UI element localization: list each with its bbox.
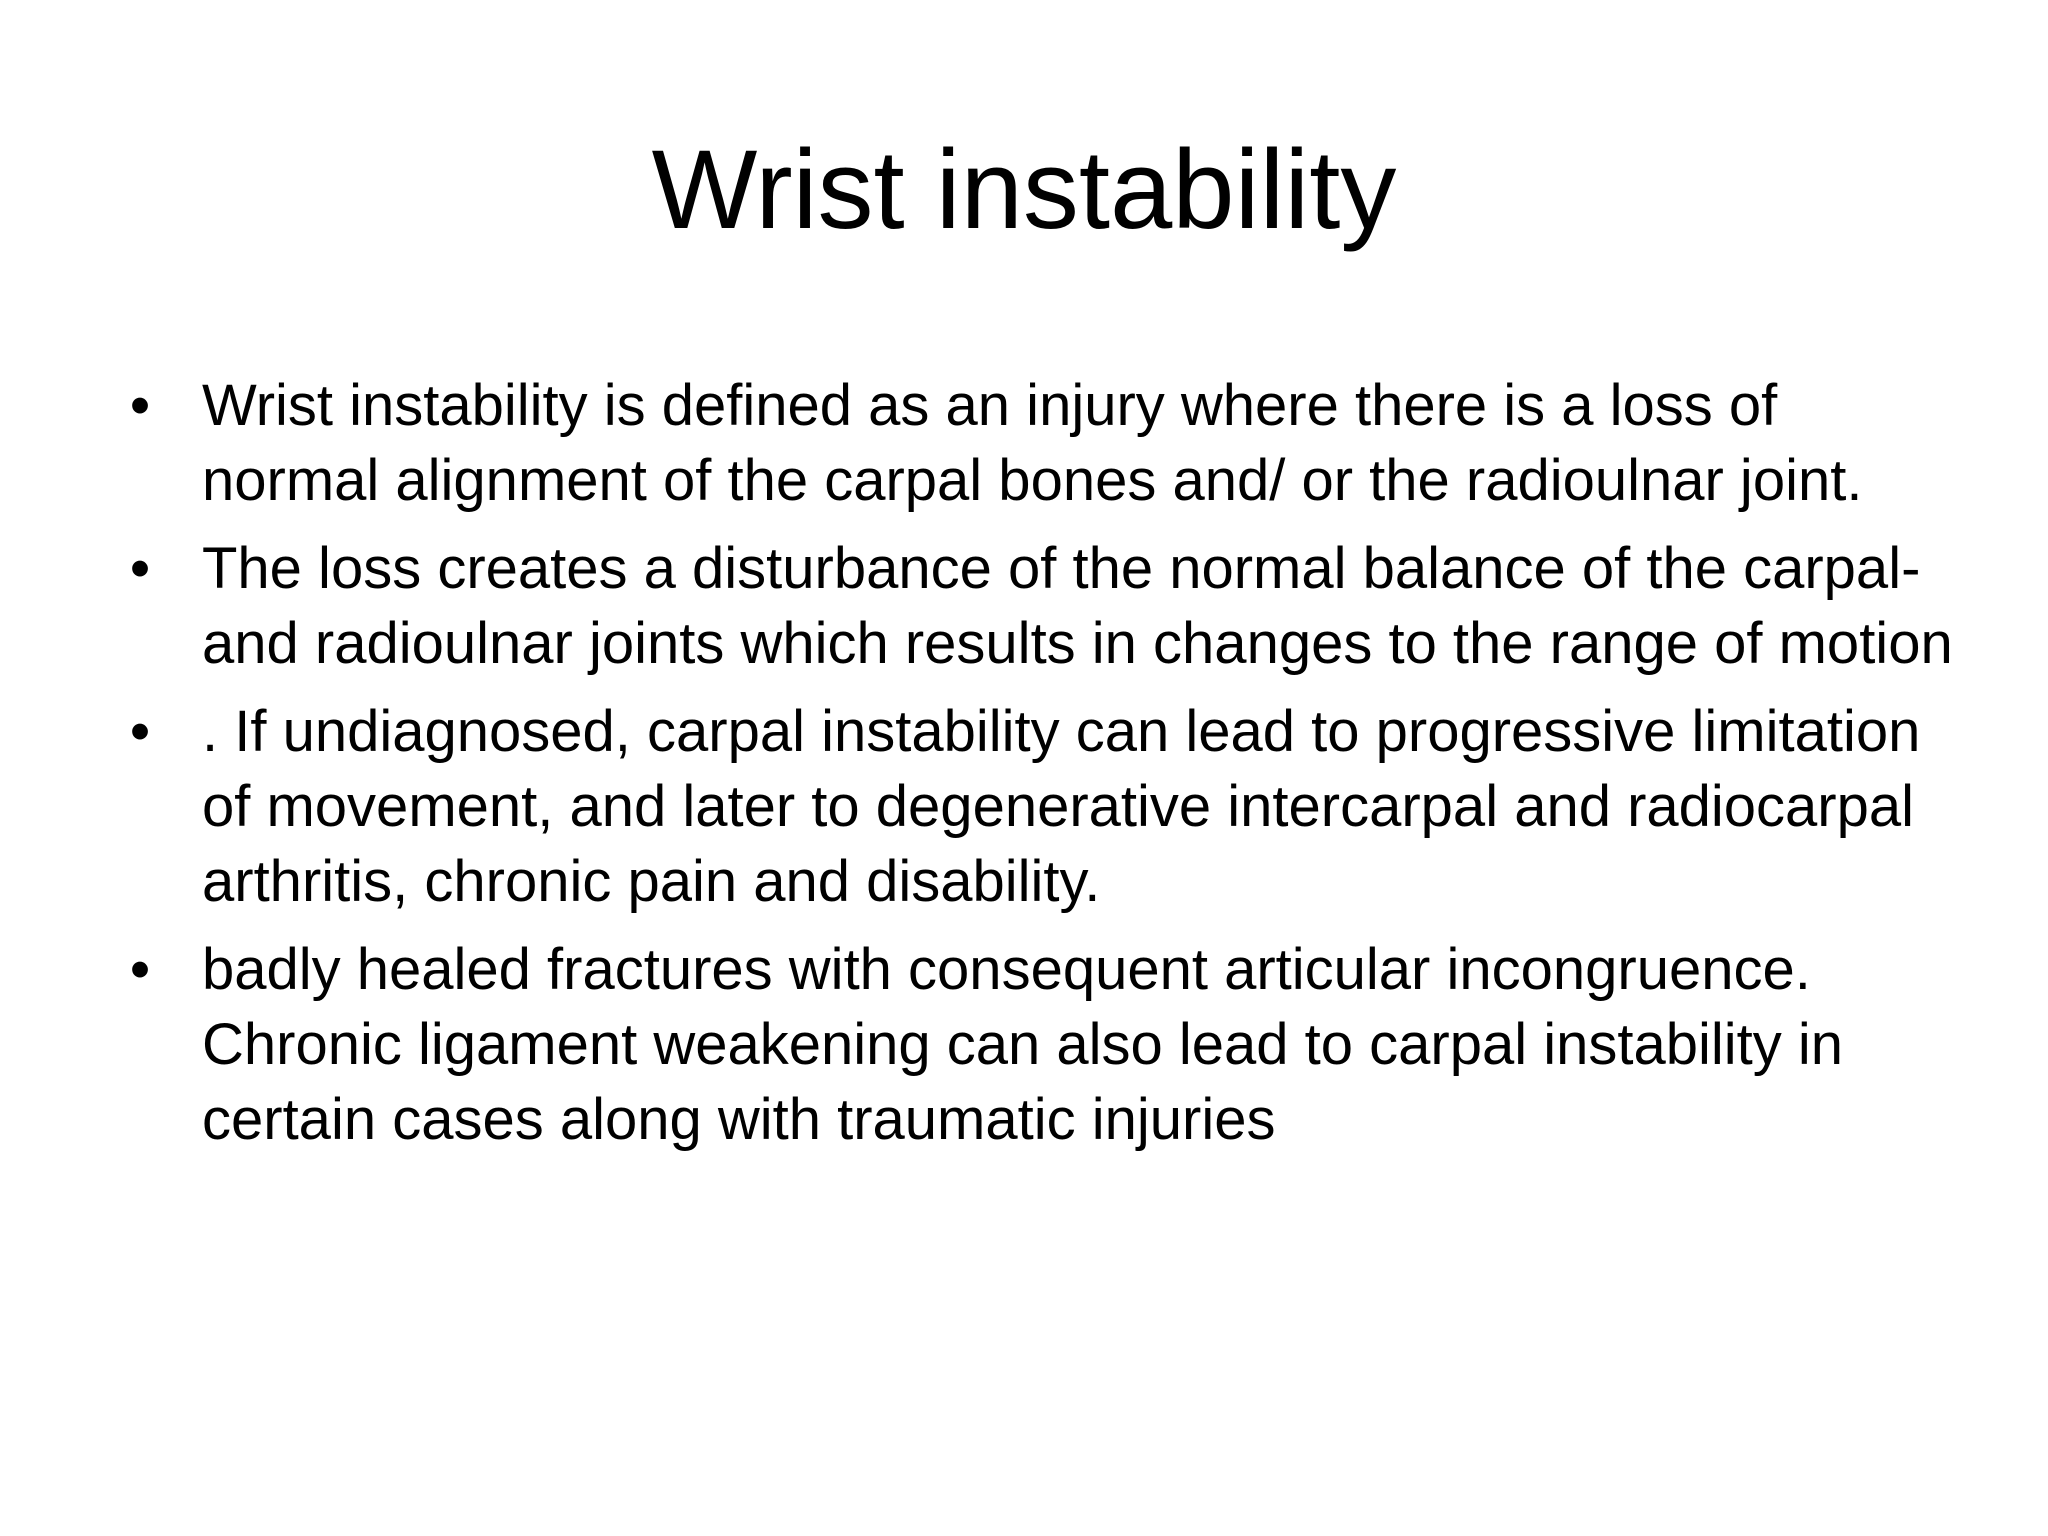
bullet-text: . If undiagnosed, carpal instability can lead to progressive limitation of movement, and later to degenerative intercarpal and radiocarpal arthritis, chronic pain and disability. <box>202 699 1921 914</box>
bullet-item <box>120 694 1960 919</box>
bullet-item <box>120 368 1960 518</box>
slide-title: Wrist instability <box>651 127 1397 252</box>
bullet-text: badly healed fractures with consequent articular incongruence. Chronic ligament weakening can also lead to carpal instability in certain cases along with traumatic injuries <box>202 937 1844 1152</box>
bullet-marker: • <box>129 937 151 1002</box>
bullet-list <box>120 368 1960 1170</box>
bullet-text: The loss creates a disturbance of the normal balance of the carpal- and radioulnar joints which results in changes to the range of motion <box>202 536 1953 676</box>
bullet-marker: • <box>129 699 151 764</box>
bullet-text: Wrist instability is defined as an injury where there is a loss of normal alignment of the carpal bones and/ or the radioulnar joint. <box>202 373 1863 513</box>
bullet-marker: • <box>129 536 151 601</box>
bullet-item <box>120 531 1960 681</box>
bullet-item <box>120 932 1960 1157</box>
bullet-marker: • <box>129 373 151 438</box>
